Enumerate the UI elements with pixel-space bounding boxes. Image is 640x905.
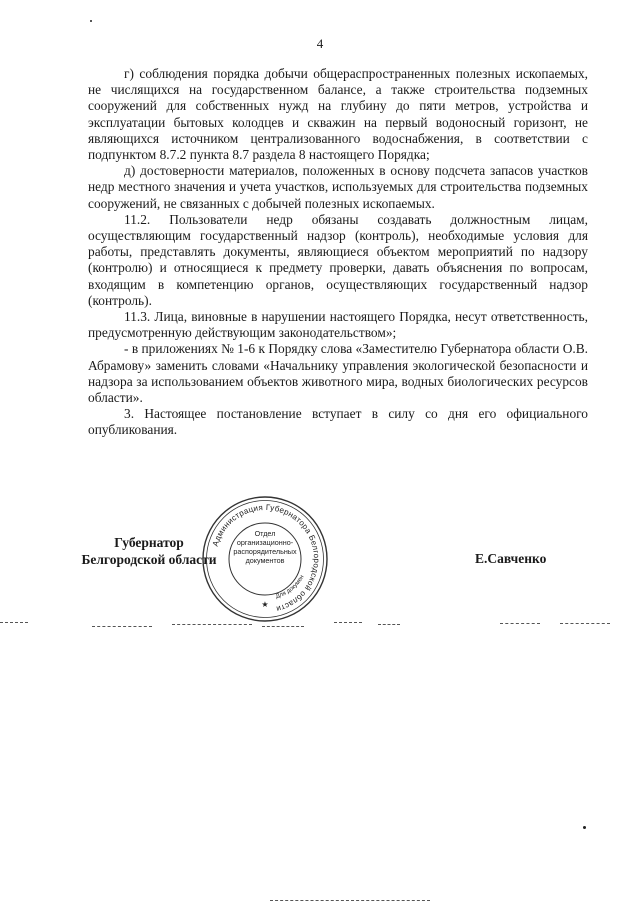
document-body: [88, 66, 588, 439]
scan-artifact-line: [334, 622, 362, 623]
scan-speck: [583, 826, 586, 829]
stamp-center-line2: организационно-: [236, 538, 294, 547]
stamp-center-text: [232, 529, 298, 565]
stamp-star: ★: [261, 600, 269, 609]
paragraph-11-2: 11.2. Пользователи недр обязаны создавать должностным лицам, осуществляющим государственный надзор (контроль), необходимые условия для работы, представлять документы, являющиеся объектом мероприятий по надзору (контролю) и относящиеся к предмету проверки, давать объяснения по вопросам, входящим в компетенцию органов, осуществляющих государственный надзор (контроль).: [88, 211, 588, 308]
stamp-center-line3: распорядительных: [233, 547, 297, 556]
paragraph-11-3: 11.3. Лица, виновные в нарушении настоящего Порядка, несут ответственность, предусмотренную действующим законодательством»;: [88, 309, 588, 341]
signatory-title-line2: Белгородской области: [81, 552, 217, 567]
scan-artifact-line: [92, 626, 152, 627]
stamp-bottom-text: Для докумен: [275, 574, 306, 601]
signatory-name: Е.Савченко: [475, 551, 547, 566]
stamp-center-line1: Отдел: [254, 529, 276, 538]
official-stamp: [200, 494, 330, 624]
paragraph-subitem-g: г) соблюдения порядка добычи общераспространенных полезных ископаемых, не числящихся на государственном балансе, а также строительства подземных сооружений для собственных нужд на глубину до пяти метров, устройства и эксплуатации бытовых колодцев и скважин на первый водоносный горизонт, не являющихся источником централизованного водоснабжения, в соответствии с подпунктом 8.7.2 пункта 8.7 раздела 8 настоящего Порядка;: [88, 66, 588, 163]
scan-artifact-line: [262, 626, 304, 627]
paragraph-effective-date: 3. Настоящее постановление вступает в силу со дня его официального опубликования.: [88, 406, 588, 438]
paragraph-appendix-amendment: - в приложениях № 1-6 к Порядку слова «Заместителю Губернатора области О.В. Абрамову» заменить словами «Начальнику управления экологической безопасности и надзора за использованием объектов животного мира, водных биологических ресурсов области».: [88, 341, 588, 406]
scan-artifact-line: [270, 900, 430, 901]
page-number: 4: [316, 36, 324, 51]
scan-artifact-line: [172, 624, 252, 625]
signatory-title-line1: Губернатор: [114, 535, 184, 550]
scan-artifact-line: [500, 623, 540, 624]
paragraph-subitem-d: д) достоверности материалов, положенных в основу подсчета запасов участков недр местного значения и учета участков, используемых для строительства подземных сооружений, не связанных с добычей полезных ископаемых.: [88, 163, 588, 211]
scan-artifact-line: [560, 623, 610, 624]
stamp-center-line4: документов: [245, 556, 285, 565]
scan-speck: [90, 20, 92, 22]
scan-artifact-line: [0, 622, 28, 623]
scan-artifact-line: [378, 624, 400, 625]
stamp-ring-text: Администрация Губернатора Белгородской области: [210, 502, 322, 614]
